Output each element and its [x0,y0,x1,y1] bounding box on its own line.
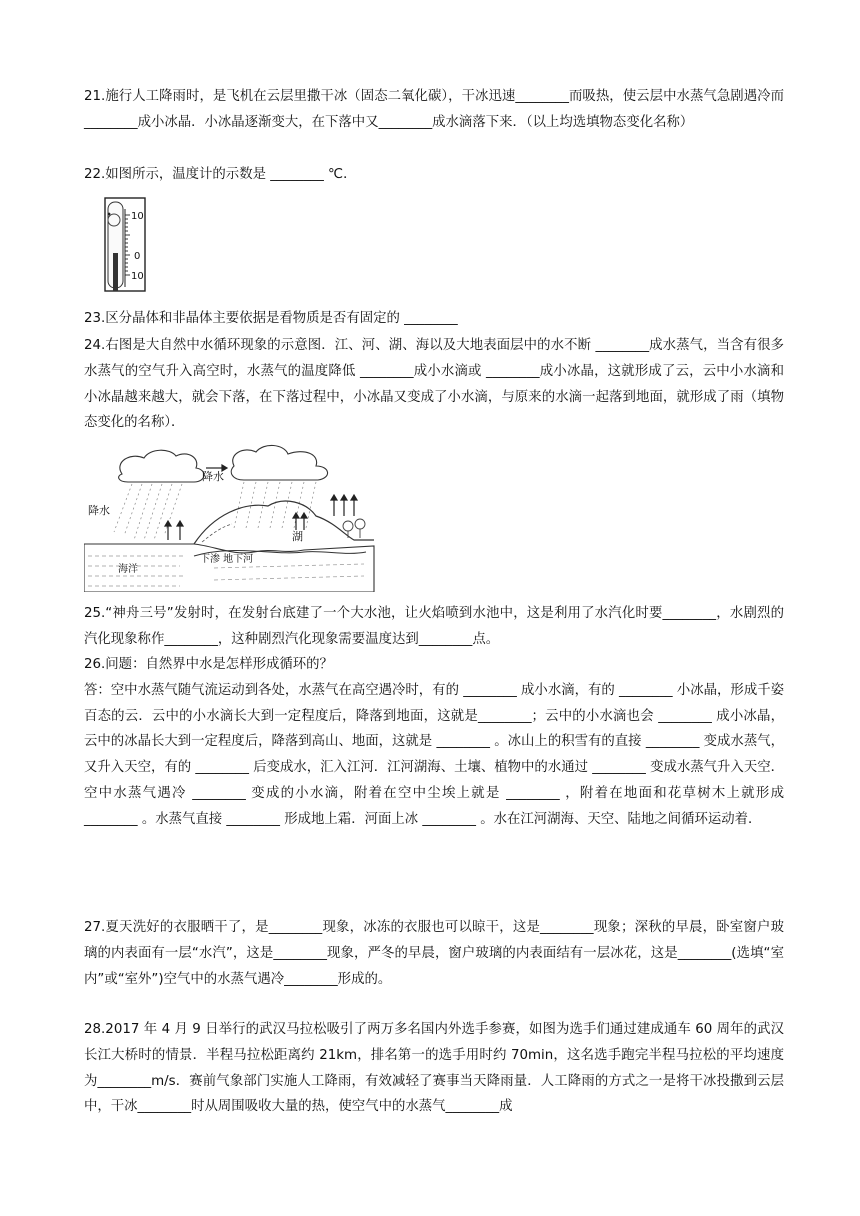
question-25: 25.“神舟三号”发射时，在发射台底建了一个大水池，让火焰喷到水池中，这是利用了水汽化时要________，水剧烈的汽化现象称作________，这种剧烈汽化现象需要温度达到________点。 [84,606,784,647]
label-rain-left: 降水 [88,504,110,517]
thermometer-tick-zero: 0 [134,251,141,262]
water-cycle-diagram [84,444,384,592]
label-groundwater: 下渗 地下河 [200,554,254,565]
thermometer-figure [104,197,150,293]
question-27: 27.夏天洗好的衣服晒干了，是________现象，冰冻的衣服也可以晾干，这是________现象；深秋的早晨，卧室窗户玻璃的内表面有一层“水汽”，这是________现象，严冬的早晨，窗户玻璃的内表面结有一层冰花，这是________(选填“室内”或“室外”)空气中的水蒸气遇冷________形成的。 [84,920,784,987]
label-sea: 海洋 [118,564,138,575]
question-22: 22.如图所示，温度计的示数是 ________ ℃． [84,167,357,182]
question-23: 23.区分晶体和非晶体主要依据是看物质是否有固定的 ________ [84,311,458,326]
question-21: 21.施行人工降雨时，是飞机在云层里撒干冰（固态二氧化碳），干冰迅速________而吸热，使云层中水蒸气急剧遇冷而________成小冰晶．小冰晶逐渐变大，在下落中又________成水滴落下来．（以上均选填物态变化名称） [84,89,784,130]
question-26: 26.问题：自然界中水是怎样形成循环的？ 答：空中水蒸气随气流运动到各处，水蒸气在高空遇冷时，有的 ________ 成小水滴，有的 ________ 小冰晶，形成千姿百态的云．云中的小水滴长大到一定程度后，降落到地面，这就是________；云中的小水滴也会 ________ 成小冰晶，云中的冰晶长大到一定程度后，降落到高山、地面，这就是 ________ 。冰山上的积雪有的直接 ________ 变成水蒸气，又升入天空，有的 ________ 后变成水，汇入江河．江河湖海、土壤、植物中的水通过 ________ 变成水蒸气升入天空．空中水蒸气遇冷 ________ 变成的小水滴，附着在空中尘埃上就是 ________ ，附着在地面和花草树木上就形成 ________ 。水蒸气直接 ________ 形成地上霜．河面上冰 ________ 。水在江河湖海、天空、陆地之间循环运动着． [84,657,784,827]
thermometer-tick-top: 10 [131,211,144,222]
label-rain-right: 降水 [202,470,224,483]
question-24: 24.右图是大自然中水循环现象的示意图．江、河、湖、海以及大地表面层中的水不断 ________成水蒸气，当含有很多水蒸气的空气升入高空时，水蒸气的温度降低 ________成小水滴或 ________成小冰晶，这就形成了云，云中小水滴和小冰晶越来越大，就会下落，在下落过程中，小冰晶又变成了小水滴，与原来的水滴一起落到地面，就形成了雨（填物态变化的名称）． [84,338,784,431]
question-28: 28.2017 年 4 月 9 日举行的武汉马拉松吸引了两万多名国内外选手参赛，如图为选手们通过建成通车 60 周年的武汉长江大桥时的情景．半程马拉松距离约 21km，排名第一的选手用时约 70min，这名选手跑完半程马拉松的平均速度为________m/s．赛前气象部门实施人工降雨，有效减轻了赛事当天降雨量．人工降雨的方式之一是将干冰投撒到云层中，干冰________时从周围吸收大量的热，使空气中的水蒸气________成 [84,1022,784,1115]
thermometer-tick-bottom: 10 [131,271,144,282]
label-lake: 湖 [292,530,303,543]
